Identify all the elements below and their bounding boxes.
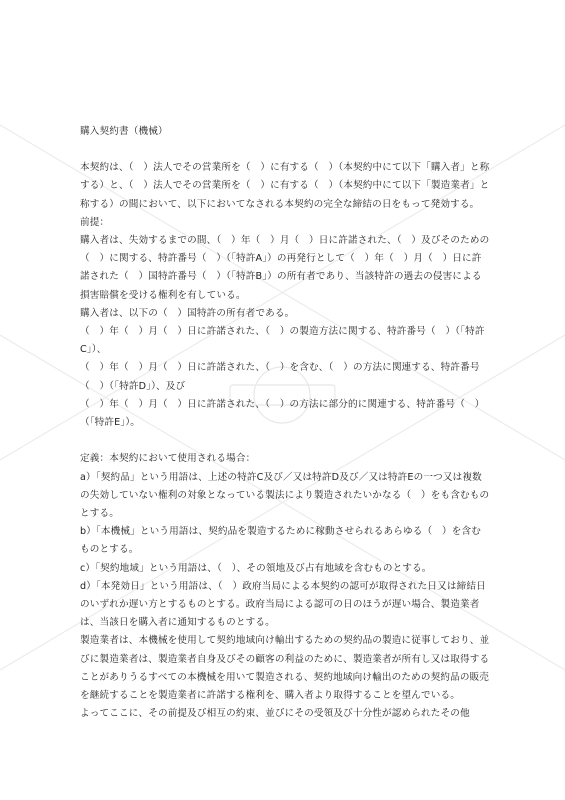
definition-c: c）「契約地域」という用語は、（ ）、その領地及び占有地域を含むものとする。	[80, 562, 432, 574]
premise-paragraph-2: 購入者は、以下の（ ）国特許の所有者である。	[80, 307, 295, 319]
blank-line	[80, 432, 490, 450]
manufacturer-recital: 製造業者は、本機械を使用して契約地域向け輸出するための契約品の製造に従事しており、並びに製造業者は、製造業者自身及びその顧客の利益のために、製造業者が所有し又は取得することがありうるすべての本機械を用いて製造される、契約地域向け輸出のための契約品の販売を継続することを製造業者に許諾する権利を、購入者より取得することを望んでいる。	[80, 635, 490, 702]
document-title: 購入契約書（機械）	[80, 126, 168, 137]
definition-a: a）「契約品」という用語は、上述の特許C及び／又は特許D及び／又は特許Eの一つ又は複数の失効していない権利の対象となっている製法により製造されたいかなる（ ）をも含むものとする。	[80, 471, 490, 520]
premise-paragraph-1: 購入者は、失効するまでの間、（ ）年（ ）月（ ）日に許諾された、（ ）及びそのための（ ）に関する、特許番号（ ）（「特許A」）の再発行として（ ）年（ ）月（ ）日に許諾された（ ）国特許番号（ ）（「特許B」）の所有者であり、当該特許の過去の侵害による損害賠償を受ける権利を有している。	[80, 235, 490, 301]
definitions-heading: 定義：本契約において使用される場合：	[80, 453, 256, 465]
premise-heading: 前提：	[80, 216, 110, 228]
definition-b: b）「本機械」という用語は、契約品を製造するために稼動させられるあらゆる（ ）を含むものとする。	[80, 526, 481, 556]
contract-document	[80, 123, 490, 723]
patent-e-item: （ ）年（ ）月（ ）日に許諾された、（ ）の方法に部分的に関連する、特許番号（ ）（「特許E」）。	[80, 398, 485, 429]
patent-d-item: （ ）年（ ）月（ ）日に許諾された、（ ）を含む、（ ）の方法に関連する、特許番号（ ）（「特許D」）、及び	[80, 362, 480, 392]
consideration-paragraph: よってここに、その前提及び相互の約束、並びにその受領及び十分性が認められたその他	[80, 708, 470, 720]
intro-paragraph: 本契約は、（ ）法人でその営業所を（ ）に有する（ ）（本契約中にて以下「購入者」と称する）と、（ ）法人でその営業所を（ ）に有する（ ）（本契約中にて以下「製造業者」と称する）の間において、以下においてなされる本契約の完全な締結の日をもって発効する。	[80, 162, 490, 210]
patent-c-item: （ ）年（ ）月（ ）日に許諾された、（ ）の製造方法に関する、特許番号（ ）（「特許C」）、	[80, 326, 485, 356]
definition-d: d）「本発効日」という用語は、（ ）政府当局による本契約の認可が取得された日又は締結日のいずれか遅い方とするものとする。政府当局による認可の日のほうが遅い場合、製造業者は、当該日を購入者に通知するものとする。	[80, 580, 486, 629]
